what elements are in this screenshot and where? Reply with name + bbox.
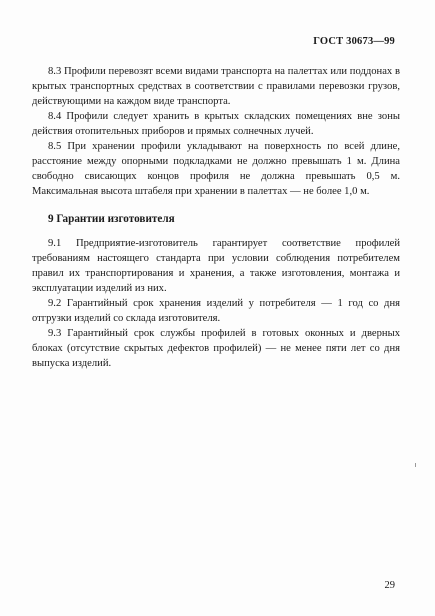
paragraph-9-2: 9.2 Гарантийный срок хранения изделий у потребителя — 1 год со дня отгрузки изделий со склада изготовителя. <box>32 298 400 324</box>
page-content <box>32 64 400 371</box>
paragraph-8-3: 8.3 Профили перевозят всеми видами транспорта на палеттах или поддонах в крытых транспортных средствах в соответствии с правилами перевозки грузов, действующими на каждом виде транспорта. <box>32 66 400 107</box>
section-9-title: 9 Гарантии изготовителя <box>48 213 175 225</box>
paragraph-8-4: 8.4 Профили следует хранить в крытых складских помещениях вне зоны действия отопительных приборов и прямых солнечных лучей. <box>32 111 400 137</box>
paragraph-9-1: 9.1 Предприятие-изготовитель гарантирует соответствие профилей требованиям настоящего стандарта при условии соблюдения потребителем правил их транспортирования и хранения, а также изготовления, монтажа и эксплуатации изделий из них. <box>32 238 400 294</box>
document-number: ГОСТ 30673—99 <box>313 36 395 47</box>
page-number: 29 <box>384 580 395 591</box>
paragraph-8-5: 8.5 При хранении профили укладывают на поверхность по всей длине, расстояние между опорными подкладками не должно превышать 1 м. Длина свободно свисающих концов профиля не должна превышать 0,5 м. Максимальная высота штабеля при хранении в палеттах — не более 1,0 м. <box>32 141 400 197</box>
paragraph-9-3: 9.3 Гарантийный срок службы профилей в готовых оконных и дверных блоках (отсутствие скрытых дефектов профилей) — не менее пяти лет со дня выпуска изделий. <box>32 328 400 369</box>
scan-mark <box>415 463 416 467</box>
